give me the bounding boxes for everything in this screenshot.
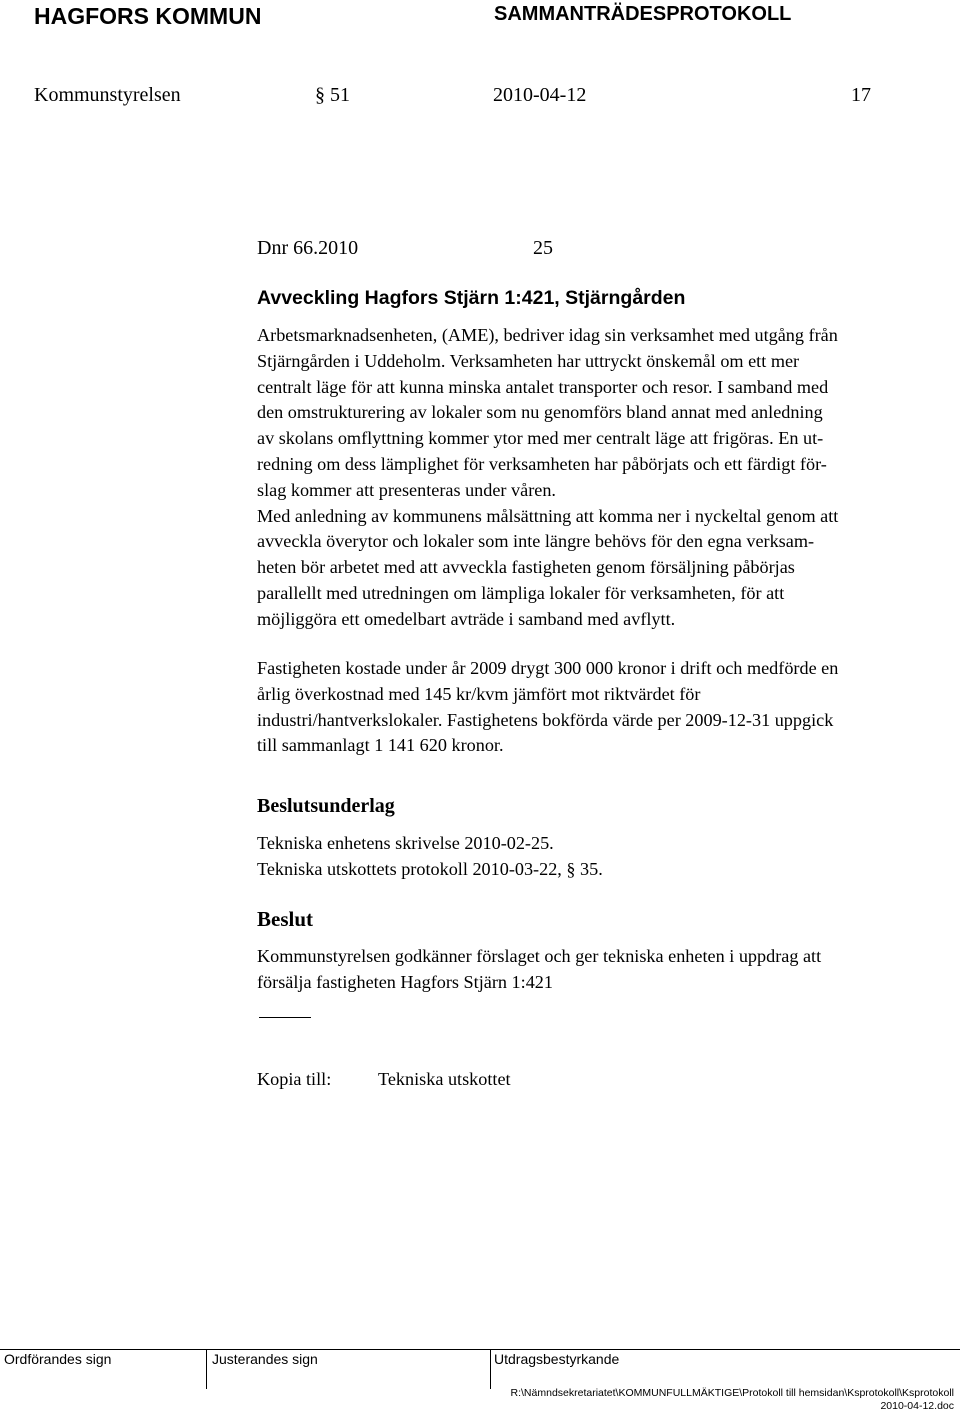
text-line: av skolans omflyttning kommer ytor med mer centralt läge att frigöras. En ut- [257,428,824,449]
meeting-date: 2010-04-12 [493,84,587,106]
footer-rule [0,1349,960,1350]
text-line: försälja fastigheten Hagfors Stjärn 1:421 [257,971,553,992]
case-number: 25 [533,237,553,259]
beslut-text [257,944,821,996]
case-dnr: Dnr 66.2010 [257,237,359,259]
text-line: parallellt med utredningen om lämpliga lokaler för verksamheten, för att [257,582,785,603]
footer-divider [206,1349,207,1389]
text-line: årlig överkostnad med 145 kr/kvm jämfört mot riktvärdet för [257,683,701,704]
file-path-line: R:\Nämndsekretariatet\KOMMUNFULLMÄKTIGE\Protokoll till hemsidan\Ksprotokoll\Ksprotokoll [510,1387,954,1399]
text-line: Fastigheten kostade under år 2009 drygt 300 000 kronor i drift och medförde en [257,658,839,678]
separator-rule [259,1017,311,1018]
page-number: 17 [851,84,871,106]
text-line: Arbetsmarknadsenheten, (AME), bedriver idag sin verksamhet med utgång från [257,325,838,345]
list-item: Tekniska utskottets protokoll 2010-03-22, § 35. [257,858,603,879]
chair-signature-label: Ordförandes sign [4,1351,112,1367]
text-line: till sammanlagt 1 141 620 kronor. [257,735,504,756]
file-path [511,1387,954,1413]
beslut-heading: Beslut [257,907,314,931]
text-line: den omstrukturering av lokaler som nu genomförs bland annat med anledning [257,402,823,423]
text-line: slag kommer att presenteras under våren. [257,479,556,500]
body-paragraph-2 [257,656,838,759]
document-type: SAMMANTRÄDESPROTOKOLL [494,3,792,25]
extract-certification-label: Utdragsbestyrkande [494,1351,620,1367]
text-line: möjliggöra ett omedelbart avträde i samband med avflytt. [257,608,676,629]
kopia-recipient: Tekniska utskottet [378,1069,511,1089]
text-line: avveckla överytor och lokaler som inte längre behövs för den egna verksam- [257,531,815,552]
footer-divider [490,1349,491,1389]
case-title: Avveckling Hagfors Stjärn 1:421, Stjärngården [257,287,686,309]
list-item: Tekniska enhetens skrivelse 2010-02-25. [257,833,554,853]
text-line: centralt läge för att kunna minska antalet transporter och resor. I samband med [257,376,829,397]
text-line: Kommunstyrelsen godkänner förslaget och ger tekniska enheten i uppdrag att [257,946,822,966]
file-name: 2010-04-12.doc [880,1400,954,1412]
text-line: industri/hantverkslokaler. Fastighetens bokförda värde per 2009-12-31 uppgick [257,709,834,730]
meeting-body: Kommunstyrelsen [34,84,181,106]
beslutsunderlag-list [257,831,603,883]
kopia-label: Kopia till: [257,1069,332,1089]
beslutsunderlag-heading: Beslutsunderlag [257,795,395,817]
text-line: redning om dess lämplighet för verksamheten har påbörjats och ett färdigt för- [257,453,827,474]
organization-name: HAGFORS KOMMUN [34,3,262,29]
paragraph-number: § 51 [315,84,350,106]
text-line: Med anledning av kommunens målsättning att komma ner i nyckeltal genom att [257,505,839,526]
text-line: heten bör arbetet med att avveckla fastigheten genom försäljning påbörjas [257,557,795,578]
adjuster-signature-label: Justerandes sign [212,1351,318,1367]
text-line: Stjärngården i Uddeholm. Verksamheten har uttryckt önskemål om ett mer [257,350,800,371]
body-paragraph-1 [257,323,838,633]
